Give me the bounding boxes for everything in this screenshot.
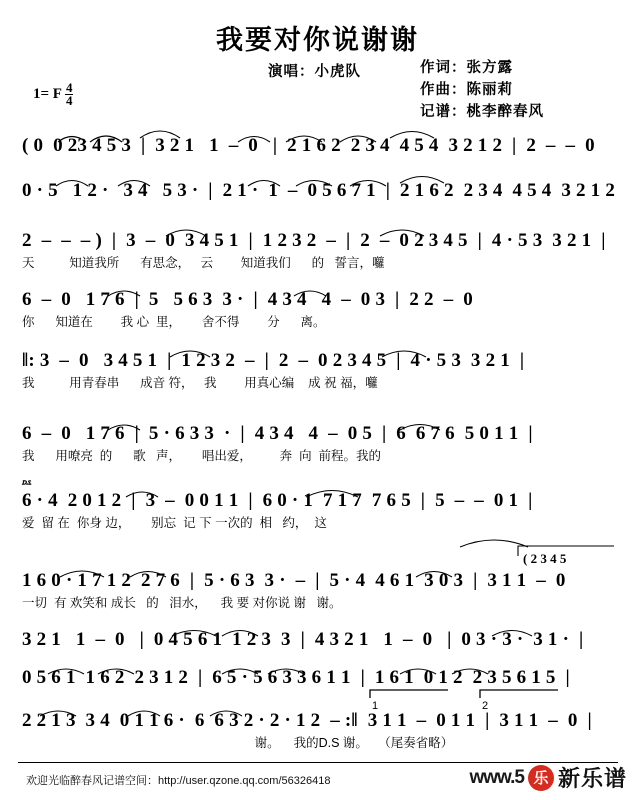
credits-block (420, 57, 544, 123)
notation-row: 6 – 0 1 7 6 | 5 5 6 3 3 · | 4 3 4 4 – 0 3 | 2 2 – 0 (22, 289, 473, 310)
time-signature-numerator: 4 (65, 80, 73, 95)
notation-row: 1 6 0 · 1 7 1 2 2 7 6 | 5 · 6 3 3 · – | 5 · 4 4 6 1 3 0 3 | 3 1 1 – 0 (22, 570, 566, 591)
music-line-6 (22, 421, 614, 466)
notation-row: 3 2 1 1 – 0 | 0 4 5 6 1 1 2 3 3 | 4 3 2 1 1 – 0 | 0 3 · 3 · 3 1 · | (22, 629, 584, 650)
footer-note: 欢迎光临醉春风记谱空间：http://user.qzone.qq.com/56326418 (26, 775, 331, 787)
time-signature (65, 82, 74, 108)
notation-row: 2 – – – ) | 3 – 0 3 4 5 1 | 1 2 3 2 – | 2 – 0 2 3 4 5 | 4 · 5 3 3 2 1 | (22, 230, 606, 251)
watermark (470, 762, 628, 793)
lyrics-row: 我 用嘹亮 的 歌 声， 唱出爱， 奔 向 前程。我的 (22, 449, 382, 463)
notation-row: 6 – 0 1 7 6 | 5 · 6 3 3 · | 4 3 4 4 – 0 5 | 6 6 7 6 5 0 1 1 | (22, 423, 533, 444)
lyrics-row: 爱 留 在 你身 边， 别忘 记 下 一次的 相 约， 这 (22, 516, 327, 530)
watermark-brand: 新乐谱 (557, 766, 627, 791)
music-line-4 (22, 287, 614, 332)
notation-row: 6 · 4 2 0 1 2 | 3 – 0 0 1 1 | 6 0 · 1 7 1 7 7 6 5 | 5 – – 0 1 | (22, 490, 533, 511)
music-line-5 (22, 348, 614, 393)
notation-row: 0 · 5 1 2 · 3 4 5 3 · | 2 1 · 1 – 0 5 6 7 1 | 2 1 6 2 2 3 4 4 5 4 3 2 1 2 (22, 180, 616, 201)
lyrics-row (22, 159, 614, 178)
lyrics-row: 一切 有 欢笑和 成长 的 泪水， 我 要 对你说 谢 谢。 (22, 596, 342, 610)
lyrics-row (22, 204, 614, 223)
music-line-8 (22, 568, 614, 613)
lyrics-row: 我 用青春串 成音 符， 我 用真心编 成 祝 福，囖 (22, 376, 378, 390)
segno-sign: 𝄉 (22, 477, 32, 492)
music-line-7 (22, 488, 614, 533)
watermark-url: www.5 (469, 766, 524, 788)
repeat-ending-1: 1 (372, 700, 379, 712)
music-line-10 (22, 665, 614, 710)
transcriber-credit: 记谱：桃李醉春风 (420, 104, 544, 120)
music-line-3 (22, 228, 614, 273)
notation-row: ( 0 0 23 4 5 3 | 3 2 1 1 – 0 | 2 1 6 2 2 3 4 4 5 4 3 2 1 2 | 2 – – 0 (22, 135, 595, 156)
notation-row: 2 2 1 3 3 4 0 1 1 6 · 6 6 3 2 · 2 · 1 2 – :‖ 3 1 1 – 0 1 1 | 3 1 1 – 0 | (22, 710, 592, 731)
time-signature-denominator: 4 (65, 93, 73, 109)
notation-row: 0 5 6 1 1 6 2 2 3 1 2 | 6 5 · 5 6 3 3 6 1 1 | 1 6 1 0 1 2 2 3 5 6 1 5 | (22, 667, 570, 688)
music-line-11 (22, 708, 614, 753)
notation-row: ‖: 3 – 0 3 4 5 1 | 1 2 3 2 – | 2 – 0 2 3 4 5 | 4 · 5 3 3 2 1 | (22, 350, 525, 371)
ossia-bracket-note: ( 2 3 4 5 (523, 551, 567, 566)
music-line-1 (22, 133, 614, 178)
lyrics-row: 天 知道我所 有思念， 云 知道我们 的 誓言，囖 (22, 256, 385, 270)
watermark-logo-icon: 乐 (528, 765, 554, 791)
key-label: 1= F (33, 86, 62, 103)
singer-credit: 演唱：小虎队 (268, 64, 361, 80)
composer-credit: 作曲：陈丽莉 (420, 82, 513, 98)
lyrics-row: 谢。 我的D.S 谢。 （尾奏省略） (22, 736, 454, 750)
key-signature (33, 82, 73, 108)
lyricist-credit: 作词：张方露 (420, 60, 513, 76)
music-line-2 (22, 178, 614, 223)
page-title: 我要对你说谢谢 (216, 25, 419, 55)
lyrics-row: 你 知道在 我 心 里， 舍不得 分 离。 (22, 315, 326, 329)
repeat-ending-2: 2 (482, 700, 489, 712)
